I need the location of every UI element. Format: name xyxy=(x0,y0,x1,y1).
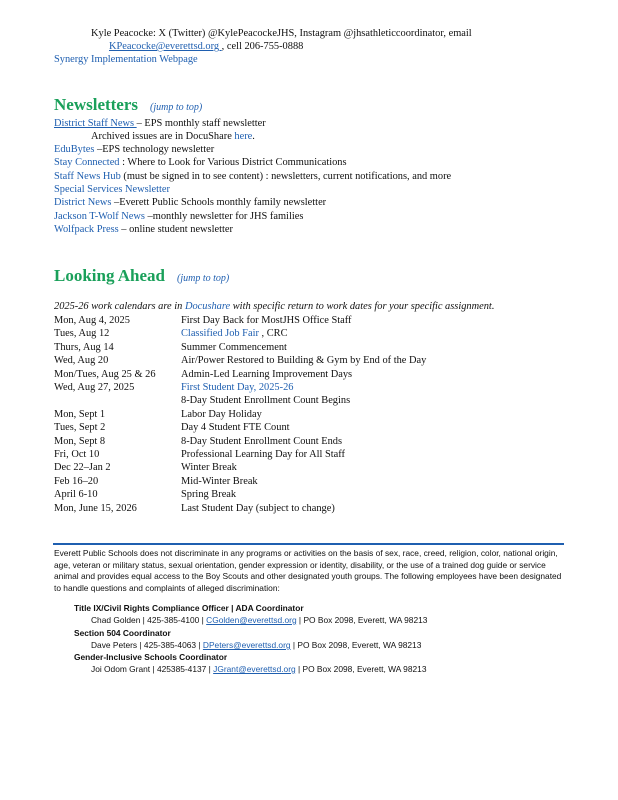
district-staff-news-link[interactable]: District Staff News xyxy=(54,118,137,129)
schedule-date: Wed, Aug 27, 2025 xyxy=(54,382,135,394)
schedule-row xyxy=(54,421,426,434)
schedule-row xyxy=(54,461,426,474)
schedule-event: Summer Commencement xyxy=(181,341,287,353)
schedule-date: Fri, Oct 10 xyxy=(54,449,100,461)
wolfpack-press-link[interactable]: Wolfpack Press xyxy=(54,224,119,235)
looking-ahead-jump-link[interactable]: (jump to top) xyxy=(177,273,230,284)
edubytes-link[interactable]: EduBytes xyxy=(54,144,95,155)
synergy-line xyxy=(54,53,198,66)
contact-email-link[interactable]: KPeacocke@everettsd.org xyxy=(109,41,222,52)
schedule-date: Mon/Tues, Aug 25 & 26 xyxy=(54,368,156,380)
schedule-row xyxy=(54,435,426,448)
newsletter-item: Jackson T-Wolf News –monthly newsletter for JHS families xyxy=(54,211,304,222)
jgrant-email-link[interactable]: JGrant@everettsd.org xyxy=(213,664,296,674)
newsletter-item: Staff News Hub (must be signed in to see content) : newsletters, current notifications, and more xyxy=(54,171,452,182)
schedule-row xyxy=(54,394,426,407)
schedule-date: Wed, Aug 20 xyxy=(54,355,109,367)
staff-news-hub-link[interactable]: Staff News Hub xyxy=(54,171,121,182)
schedule-date: April 6-10 xyxy=(54,489,98,501)
newsletter-item: District News –Everett Public Schools monthly family newsletter xyxy=(54,197,327,208)
contact-role: Section 504 Coordinator xyxy=(74,628,171,638)
schedule-date: Tues, Aug 12 xyxy=(54,328,110,340)
schedule-date: Dec 22–Jan 2 xyxy=(54,462,111,474)
stay-connected-link[interactable]: Stay Connected xyxy=(54,157,120,168)
newsletter-item xyxy=(54,183,170,196)
jackson-twolf-news-link[interactable]: Jackson T-Wolf News xyxy=(54,211,145,222)
schedule-event: Mid-Winter Break xyxy=(181,475,258,487)
schedule-row xyxy=(54,381,426,394)
schedule-row xyxy=(54,327,426,340)
schedule-date: Mon, June 15, 2026 xyxy=(54,502,137,514)
archive-here-link[interactable]: here xyxy=(234,131,253,142)
newsletter-item: Wolfpack Press – online student newsletter xyxy=(54,224,233,235)
calendar-intro: 2025-26 work calendars are in Docushare with specific return to work dates for your specific assignment. xyxy=(54,301,495,312)
schedule-event: 8-Day Student Enrollment Count Begins xyxy=(181,395,351,407)
docushare-link[interactable]: Docushare xyxy=(184,301,231,312)
schedule-date: Feb 16–20 xyxy=(54,475,99,487)
schedule-row xyxy=(54,408,426,421)
schedule-event: Winter Break xyxy=(181,462,237,474)
schedule-event xyxy=(181,381,426,394)
schedule-date: Thurs, Aug 14 xyxy=(54,341,114,353)
schedule-date: Mon, Sept 8 xyxy=(54,435,106,447)
district-news-link[interactable]: District News xyxy=(54,197,112,208)
nondiscrimination-statement: Everett Public Schools does not discriminate in any programs or activities on the basis of sex, race, creed, religion, color, national origin, age, veteran or military status, sexual orientation, gender expression or identity, disability, or the use of a trained dog guide or service animal and provides equal access to the Boy Scouts and other designated youth groups. The following employees have been designated to handle questions and complaints of alleged discrimination: xyxy=(54,548,562,593)
special-services-link[interactable]: Special Services Newsletter xyxy=(54,184,170,195)
newsletter-item: Stay Connected : Where to Look for Various District Communications xyxy=(54,157,347,168)
schedule-date: Mon, Sept 1 xyxy=(54,408,106,420)
footer-divider xyxy=(53,543,564,545)
schedule-event: Professional Learning Day for All Staff xyxy=(181,449,346,461)
dpeters-email-link[interactable]: DPeters@everettsd.org xyxy=(202,640,291,650)
newsletter-item: EduBytes –EPS technology newsletter xyxy=(54,144,215,155)
schedule-event: Labor Day Holiday xyxy=(181,408,262,420)
contact-email-line xyxy=(109,40,303,53)
classified-job-fair-link[interactable]: Classified Job Fair xyxy=(181,328,262,340)
schedule-event: Admin-Led Learning Improvement Days xyxy=(181,368,353,380)
schedule-row xyxy=(54,341,426,354)
schedule-table xyxy=(54,314,426,515)
schedule-date xyxy=(54,394,181,407)
newsletter-item: District Staff News – EPS monthly staff newsletter xyxy=(54,118,266,129)
schedule-row xyxy=(54,368,426,381)
contact-role: Gender-Inclusive Schools Coordinator xyxy=(74,652,228,662)
schedule-event: 8-Day Student Enrollment Count Ends xyxy=(181,435,343,447)
schedule-row xyxy=(54,502,426,515)
synergy-link[interactable]: Synergy Implementation Webpage xyxy=(54,54,198,65)
schedule-row xyxy=(54,488,426,501)
schedule-row xyxy=(54,314,426,327)
newsletters-heading: Newsletters (jump to top) xyxy=(54,95,203,114)
contact-line: Kyle Peacocke: X (Twitter) @KylePeacockeJHS, Instagram @jhsathleticcoordinator, email xyxy=(91,28,472,39)
schedule-event: Classified Job Fair , CRC xyxy=(181,328,288,340)
schedule-event: Day 4 Student FTE Count xyxy=(181,422,290,434)
schedule-row xyxy=(54,448,426,461)
schedule-date: Mon, Aug 4, 2025 xyxy=(54,315,130,326)
schedule-event: Spring Break xyxy=(181,489,237,501)
schedule-event: Last Student Day (subject to change) xyxy=(181,502,335,514)
contact-detail: Chad Golden | 425-385-4100 | CGolden@everettsd.org | PO Box 2098, Everett, WA 98213 xyxy=(91,615,428,625)
contact-detail: Joi Odom Grant | 425385-4137 | JGrant@everettsd.org | PO Box 2098, Everett, WA 98213 xyxy=(91,664,427,674)
newsletters-jump-link[interactable]: (jump to top) xyxy=(150,102,203,113)
contact-cell: , cell 206-755-0888 xyxy=(221,41,304,52)
schedule-row xyxy=(54,475,426,488)
cgolden-email-link[interactable]: CGolden@everettsd.org xyxy=(206,615,297,625)
contact-detail: Dave Peters | 425-385-4063 | DPeters@everettsd.org | PO Box 2098, Everett, WA 98213 xyxy=(91,640,422,650)
schedule-row xyxy=(54,354,426,367)
schedule-event: First Day Back for MostJHS Office Staff xyxy=(181,315,352,326)
first-student-day-link[interactable]: First Student Day, 2025-26 xyxy=(181,382,294,394)
contact-role: Title IX/Civil Rights Compliance Officer | ADA Coordinator xyxy=(74,603,304,613)
schedule-event: Air/Power Restored to Building & Gym by End of the Day xyxy=(181,355,427,367)
schedule-date: Tues, Sept 2 xyxy=(54,422,106,434)
newsletter-item: Archived issues are in DocuShare here. xyxy=(91,131,255,142)
looking-ahead-heading: Looking Ahead (jump to top) xyxy=(54,266,230,285)
